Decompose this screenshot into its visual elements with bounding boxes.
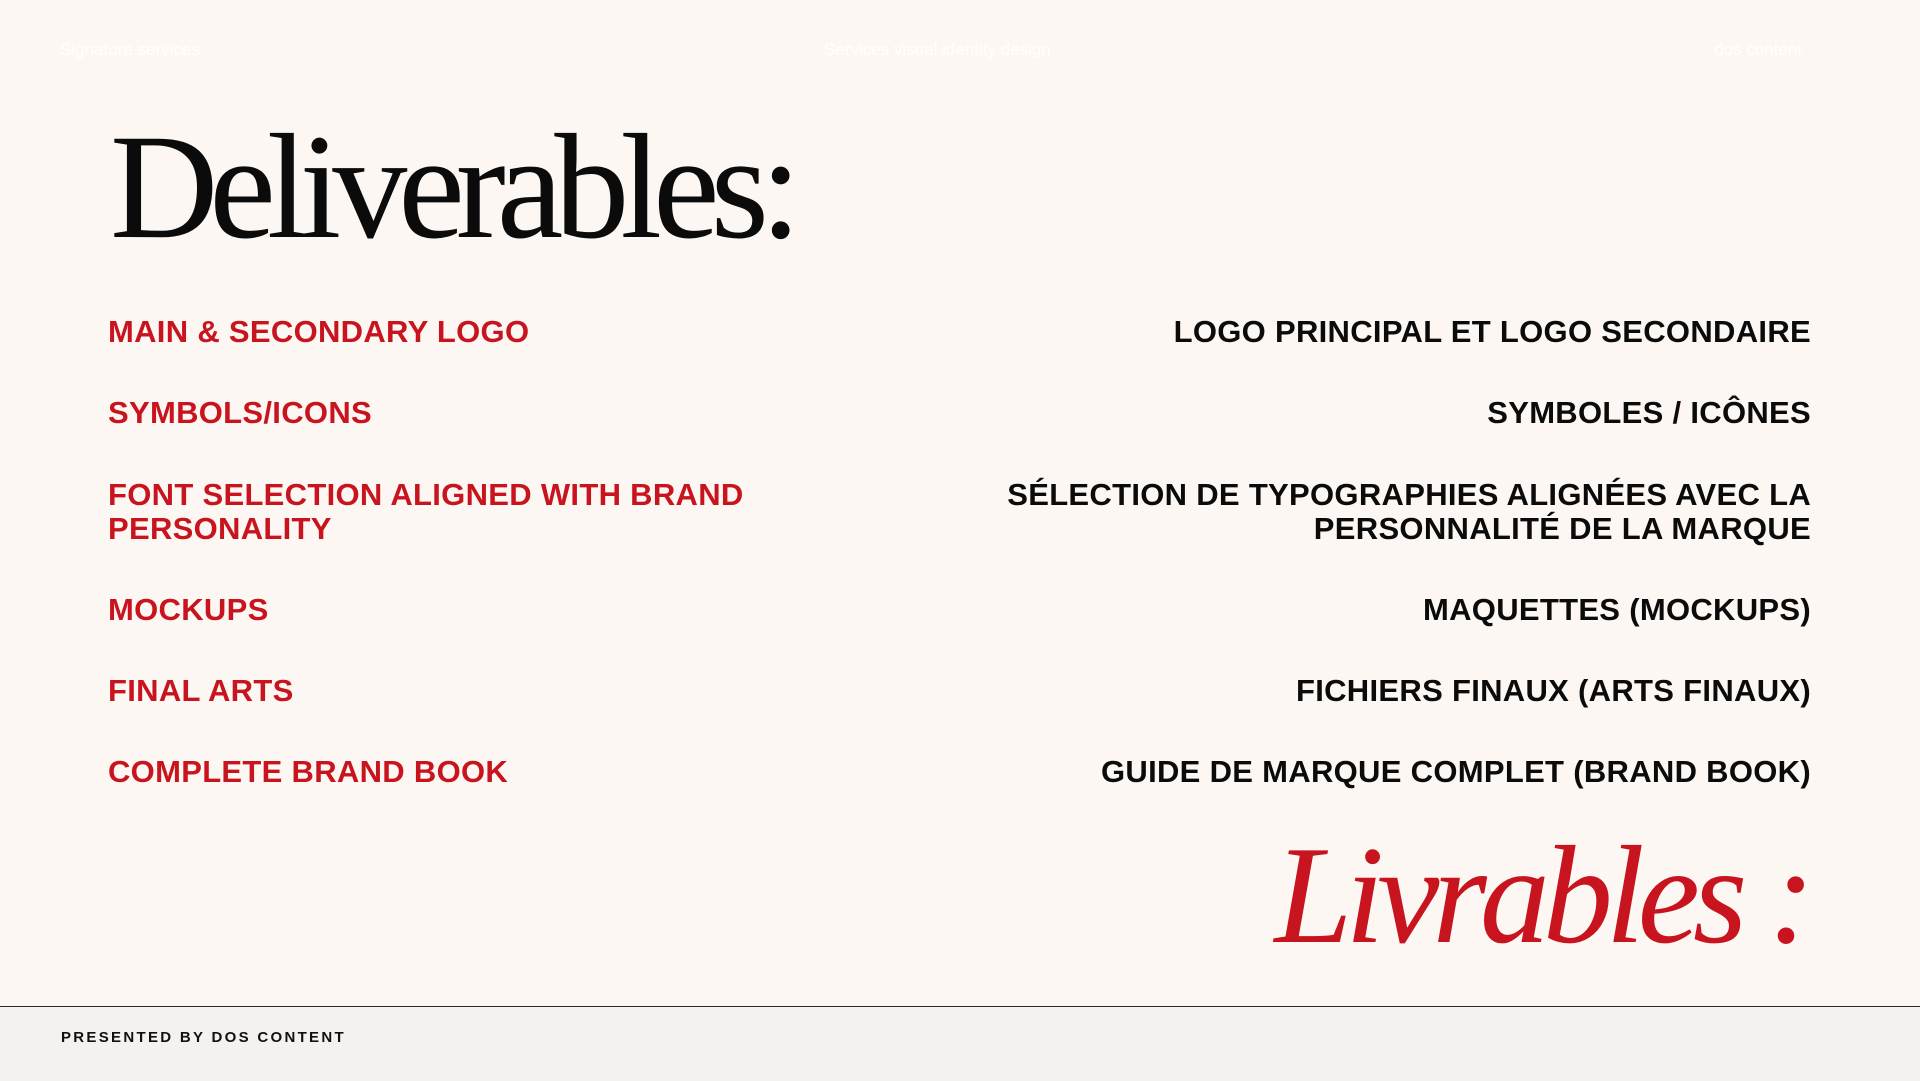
slide-header xyxy=(0,40,1920,64)
deliverable-en-item: MAIN & SECONDARY LOGO xyxy=(108,314,530,349)
deliverable-fr-item: SÉLECTION DE TYPOGRAPHIES ALIGNÉES AVEC LA PERSONNALITÉ DE LA MARQUE xyxy=(1007,477,1811,546)
header-right-label: dos content xyxy=(1714,40,1802,59)
deliverable-en-item: SYMBOLS/ICONS xyxy=(108,395,372,430)
deliverable-en-item: COMPLETE BRAND BOOK xyxy=(108,754,509,789)
footer-bar xyxy=(0,1006,1920,1081)
livrables-title: Livrables : xyxy=(1274,818,1808,973)
deliverable-en-item: MOCKUPS xyxy=(108,592,269,627)
deliverable-fr-item: GUIDE DE MARQUE COMPLET (BRAND BOOK) xyxy=(1100,754,1811,789)
header-center-label: Services visual identity design xyxy=(824,40,1051,59)
deliverable-fr-item: LOGO PRINCIPAL ET LOGO SECONDAIRE xyxy=(1173,314,1811,349)
deliverable-en-item: FONT SELECTION ALIGNED WITH BRAND PERSONALITY xyxy=(108,477,744,546)
deliverables-title: Deliverables: xyxy=(110,104,793,270)
deliverable-fr-item: MAQUETTES (MOCKUPS) xyxy=(1422,592,1811,627)
deliverable-fr-item: SYMBOLES / ICÔNES xyxy=(1487,395,1811,430)
deliverable-fr-item: FICHIERS FINAUX (ARTS FINAUX) xyxy=(1295,673,1811,708)
header-left-label: Signature services xyxy=(60,40,200,59)
footer-presented-by: PRESENTED BY DOS CONTENT xyxy=(61,1029,346,1046)
deliverable-en-item: FINAL ARTS xyxy=(108,673,294,708)
